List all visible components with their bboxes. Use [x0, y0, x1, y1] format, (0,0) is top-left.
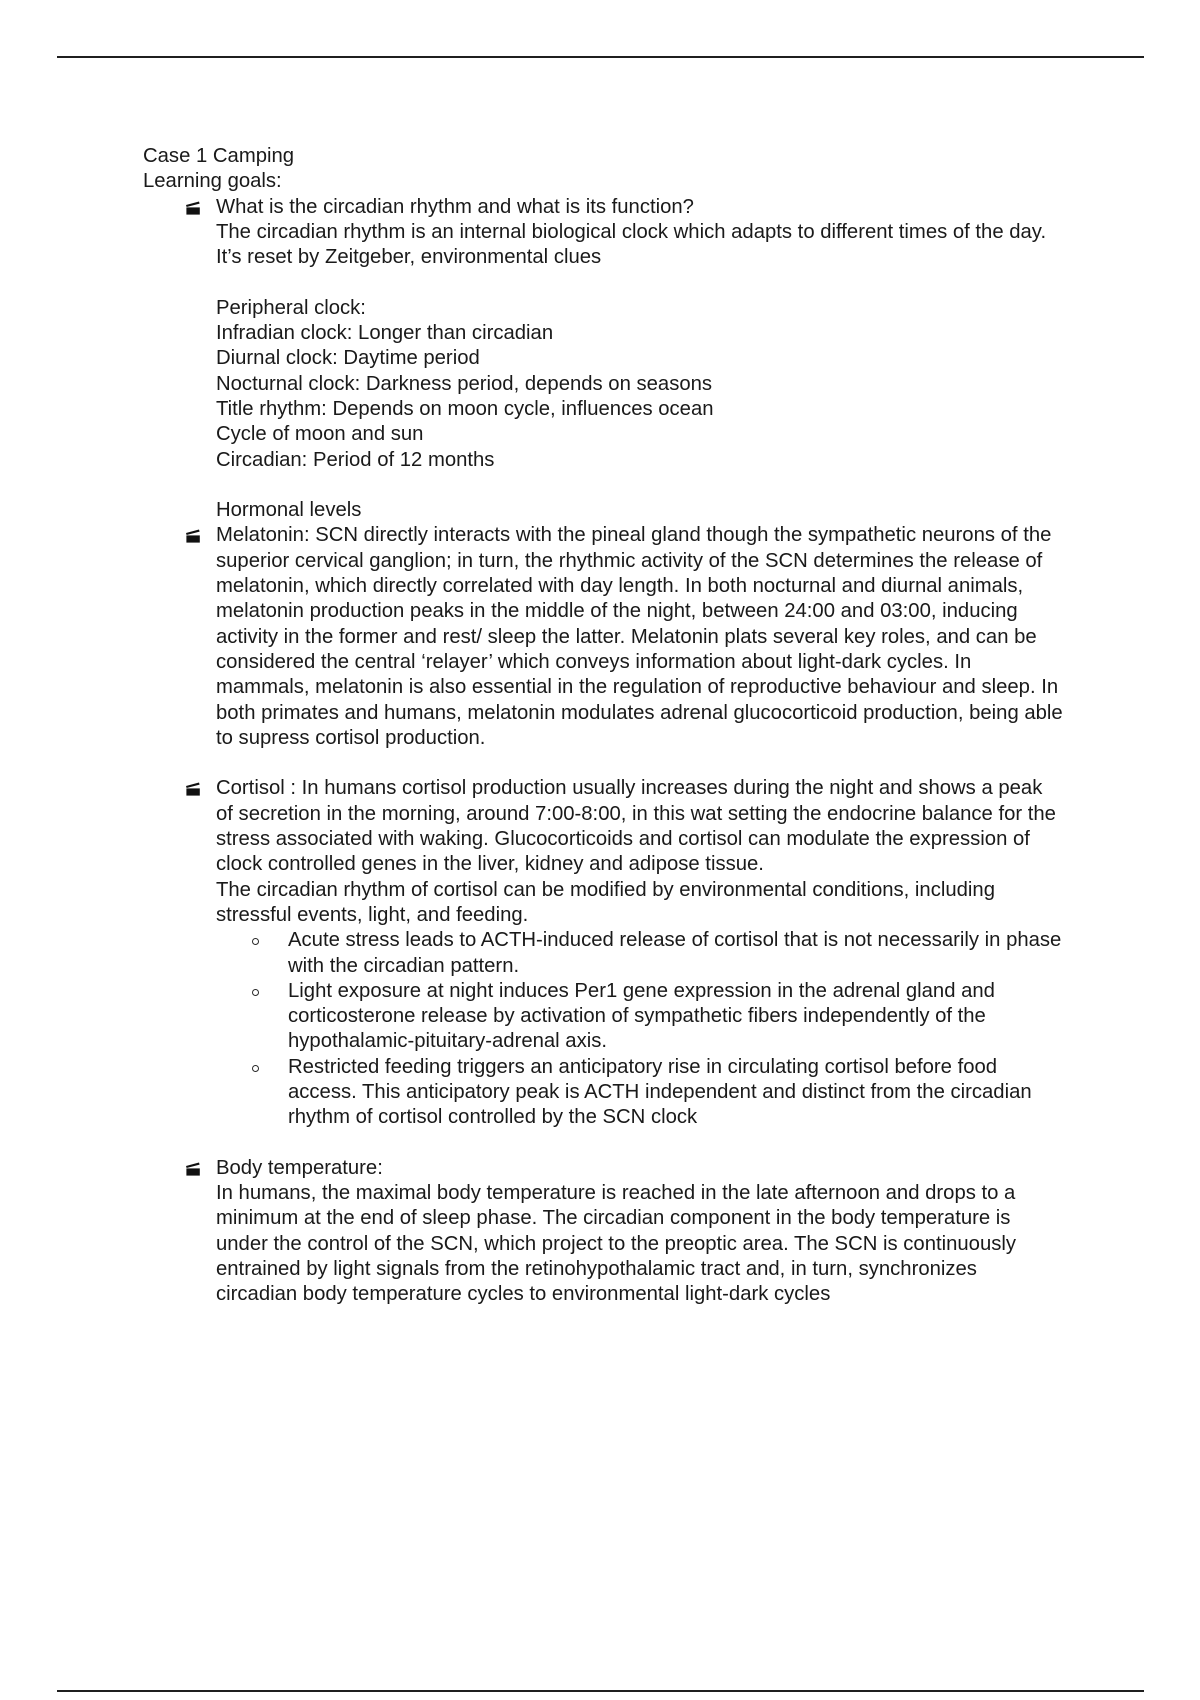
peripheral-line: Diurnal clock: Daytime period: [216, 347, 480, 370]
body-temperature-text: In humans, the maximal body temperature is reached in the late afternoon and drops to a minimum at the end of sleep phase. The circadian component in the body temperature is under the control of the SCN, which project to the preoptic area. The SCN is continuously: [216, 1182, 1017, 1255]
clapperboard-bullet-icon: [185, 1162, 201, 1176]
document-body: [143, 144, 1063, 1308]
goal-question: What is the circadian rhythm and what is its function?: [216, 195, 694, 218]
clapperboard-bullet-icon: [185, 782, 201, 796]
cortisol-modified: The circadian rhythm of cortisol can be modified by environmental conditions, including stressful events, light, and feeding.: [216, 878, 995, 926]
cortisol-text: Cortisol : In humans cortisol production usually increases during the night and shows a peak of secretion in the morning, around 7:00-8:00, in this wat setting the endocrine balance for the stress associated with waking. Glucocorticoids and cortisol can modulate the expression of clock controlled genes in the liver, kidney and adipose tissue.: [216, 777, 1056, 876]
footer-rule: [57, 1690, 1144, 1692]
clapperboard-bullet-icon: [185, 201, 201, 215]
cortisol-subitem: [143, 1055, 1063, 1131]
body-temperature-text: entrained by light signals from the retinohypothalamic tract and, in turn, synchronizes circadian body temperature cycles to environmental light-dark cycles: [216, 1258, 977, 1306]
peripheral-heading: Peripheral clock:: [216, 296, 366, 319]
goal-item: [143, 195, 1063, 524]
goal-answer: The circadian rhythm is an internal biological clock which adapts to different times of the day. It’s reset by Zeitgeber, environmental clues: [216, 220, 1047, 269]
peripheral-line: Cycle of moon and sun: [216, 423, 424, 446]
body-temperature-heading: Body temperature:: [216, 1156, 383, 1179]
hormonal-heading: Hormonal levels: [216, 499, 362, 522]
peripheral-line: Nocturnal clock: Darkness period, depends on seasons: [216, 372, 713, 395]
cortisol-subitem-text: Restricted feeding triggers an anticipatory rise in circulating cortisol before food access. This anticipatory peak is ACTH independent and distinct from the circadian rhythm of cortisol controlled by the SCN clock: [288, 1055, 1032, 1129]
cortisol-subitem-text: Acute stress leads to ACTH-induced release of cortisol that is not necessarily in phase with the circadian pattern.: [288, 929, 1062, 977]
melatonin-text: Melatonin: SCN directly interacts with the pineal gland though the sympathetic neurons of the superior cervical ganglion; in turn, the rhythmic activity of the SCN determines the release of melatonin, which directly correlated with day length. In both nocturnal and diurnal animals, melatonin production peaks in the middle of the night, between 24:00 and 03:00, inducing activity in the former and rest/ sleep the latter. Melatonin plats several key roles, and can be considered the central ‘relayer’ which conveys information about light-dark cycles. In mammals, melatonin is also essential in the regulation of reproductive behaviour and sleep. In both primates and humans, melatonin modulates adrenal glucocorticoid production, being able to supress cortisol production.: [216, 524, 1063, 749]
circle-bullet-icon: [252, 938, 259, 945]
cortisol-subitem-text: Light exposure at night induces Per1 gene expression in the adrenal gland and corticosterone release by activation of sympathetic fibers independently of the hypothalamic-pituitary-adrenal axis.: [288, 979, 995, 1053]
cortisol-item: [143, 776, 1063, 928]
peripheral-line: Infradian clock: Longer than circadian: [216, 322, 554, 345]
cortisol-subitem: [143, 928, 1063, 979]
circle-bullet-icon: [252, 1065, 259, 1072]
peripheral-line: Circadian: Period of 12 months: [216, 448, 495, 471]
document-title: Case 1 Camping: [143, 145, 295, 167]
cortisol-subitem: [143, 979, 1063, 1055]
body-temperature-item: [143, 1156, 1063, 1308]
header-rule: [57, 56, 1144, 58]
clapperboard-bullet-icon: [185, 529, 201, 543]
circle-bullet-icon: [252, 989, 259, 996]
peripheral-line: Title rhythm: Depends on moon cycle, influences ocean: [216, 397, 714, 420]
learning-goals-label: Learning goals:: [143, 170, 282, 193]
melatonin-item: [143, 523, 1063, 751]
